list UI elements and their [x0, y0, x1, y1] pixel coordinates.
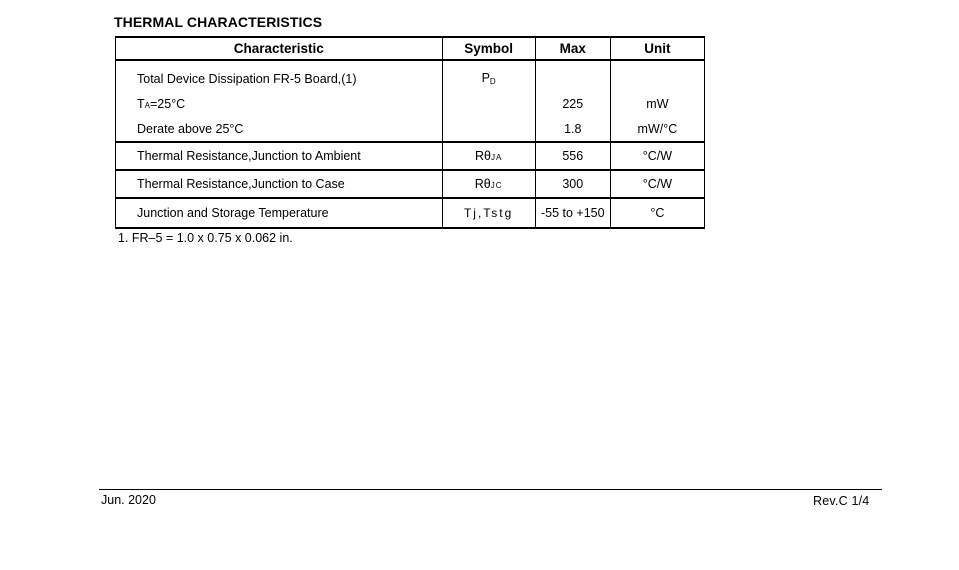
symbol-main: Rθ: [474, 177, 491, 191]
cell-characteristic: Thermal Resistance,Junction to Case: [116, 170, 443, 198]
cell-symbol: [442, 198, 535, 228]
cell-unit: mW/°C: [610, 116, 704, 142]
cell-max: 1.8: [535, 116, 610, 142]
footer-revision: Rev.C 1/4: [813, 494, 870, 508]
symbol-main: Tj,Tstg: [463, 206, 514, 220]
cell-unit: [610, 60, 704, 91]
cell-unit: °C: [610, 198, 704, 228]
cell-symbol: [442, 142, 535, 170]
table-row: [116, 170, 705, 198]
footer-divider: [99, 489, 882, 490]
char-rest: =25°C: [149, 96, 186, 111]
symbol-main: P: [481, 71, 490, 85]
thermal-characteristics-table: [115, 36, 705, 229]
symbol-subscript: JC: [490, 181, 503, 190]
cell-characteristic: Derate above 25°C: [116, 116, 443, 142]
table-row: [116, 198, 705, 228]
cell-characteristic: Thermal Resistance,Junction to Ambient: [116, 142, 443, 170]
cell-symbol: [442, 116, 535, 142]
footer-date: Jun. 2020: [101, 493, 156, 507]
cell-characteristic: Junction and Storage Temperature: [116, 198, 443, 228]
cell-max: 556: [535, 142, 610, 170]
table-row: [116, 142, 705, 170]
cell-symbol: [442, 91, 535, 116]
header-symbol: Symbol: [442, 37, 535, 60]
cell-symbol: [442, 170, 535, 198]
symbol-subscript: JA: [490, 153, 503, 162]
section-title: THERMAL CHARACTERISTICS: [114, 14, 323, 30]
table-row: [116, 91, 705, 116]
header-unit: Unit: [610, 37, 704, 60]
cell-unit: mW: [610, 91, 704, 116]
cell-max: -55 to +150: [535, 198, 610, 228]
char-main: T: [137, 96, 145, 111]
header-characteristic: Characteristic: [116, 37, 443, 60]
char-subscript: A: [144, 100, 150, 110]
cell-characteristic: Total Device Dissipation FR-5 Board,(1): [116, 60, 443, 91]
footnote: 1. FR–5 = 1.0 x 0.75 x 0.062 in.: [118, 231, 293, 245]
header-max: Max: [535, 37, 610, 60]
table-row: [116, 116, 705, 142]
cell-symbol: [442, 60, 535, 91]
cell-unit: °C/W: [610, 170, 704, 198]
symbol-subscript: D: [489, 77, 496, 86]
cell-unit: °C/W: [610, 142, 704, 170]
cell-characteristic: [116, 91, 443, 116]
table-row: [116, 60, 705, 91]
symbol-main: Rθ: [474, 149, 491, 163]
cell-max: 300: [535, 170, 610, 198]
cell-max: 225: [535, 91, 610, 116]
table-header-row: [116, 37, 705, 60]
cell-max: [535, 60, 610, 91]
